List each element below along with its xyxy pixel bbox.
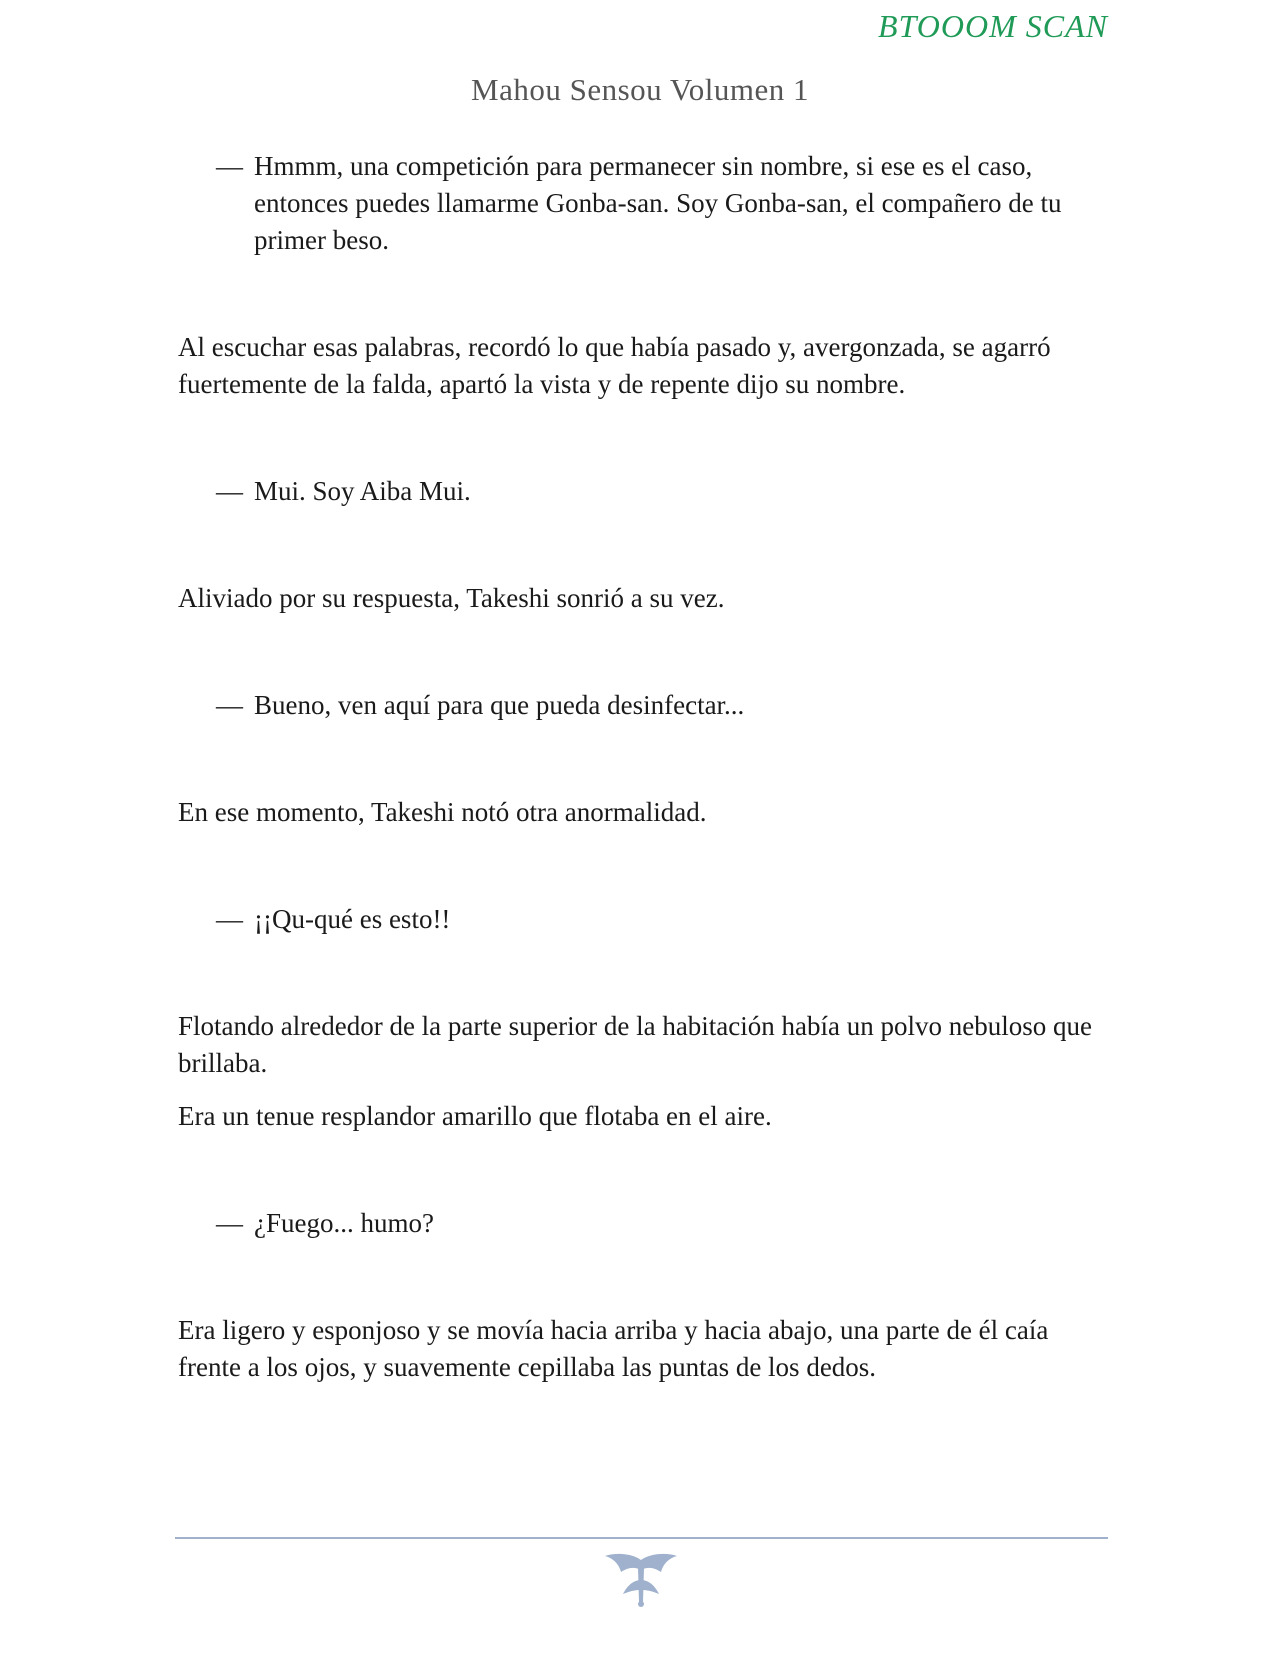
narration-paragraph xyxy=(178,1312,1108,1386)
page-body xyxy=(178,148,1108,1386)
dialogue-paragraph xyxy=(178,901,1108,938)
dialogue-paragraph xyxy=(178,148,1108,259)
narration-paragraph xyxy=(178,1008,1108,1082)
narration-text: Aliviado por su respuesta, Takeshi sonrió a su vez. xyxy=(178,583,725,613)
narration-text: Era ligero y esponjoso y se movía hacia arriba y hacia abajo, una parte de él caía frente a los ojos, y suavemente cepillaba las puntas de los dedos. xyxy=(178,1315,1049,1382)
dialogue-dash: — xyxy=(216,1208,243,1238)
dialogue-text: ¡¡Qu-qué es esto!! xyxy=(254,904,451,934)
narration-paragraph xyxy=(178,794,1108,831)
narration-text: Era un tenue resplandor amarillo que flotaba en el aire. xyxy=(178,1101,772,1131)
dialogue-paragraph xyxy=(178,1205,1108,1242)
dialogue-dash: — xyxy=(216,151,243,181)
narration-text: En ese momento, Takeshi notó otra anormalidad. xyxy=(178,797,707,827)
dialogue-paragraph xyxy=(178,687,1108,724)
footer-rule xyxy=(175,1537,1108,1539)
dialogue-dash: — xyxy=(216,690,243,720)
narration-text: Al escuchar esas palabras, recordó lo que había pasado y, avergonzada, se agarró fuertemente de la falda, apartó la vista y de repente dijo su nombre. xyxy=(178,332,1051,399)
narration-text: Flotando alrededor de la parte superior de la habitación había un polvo nebuloso que brillaba. xyxy=(178,1011,1092,1078)
dialogue-text: Mui. Soy Aiba Mui. xyxy=(254,476,471,506)
scan-group-tag: BTOOOM SCAN xyxy=(878,8,1108,44)
dialogue-text: Hmmm, una competición para permanecer sin nombre, si ese es el caso, entonces puedes llamarme Gonba-san. Soy Gonba-san, el compañero de tu primer beso. xyxy=(254,151,1062,255)
dialogue-text: ¿Fuego... humo? xyxy=(254,1208,434,1238)
dialogue-dash: — xyxy=(216,476,243,506)
dialogue-paragraph xyxy=(178,473,1108,510)
narration-paragraph xyxy=(178,580,1108,617)
dialogue-text: Bueno, ven aquí para que pueda desinfectar... xyxy=(254,690,745,720)
running-title: Mahou Sensou Volumen 1 xyxy=(471,72,809,107)
fleuron-ornament-icon xyxy=(603,1550,679,1608)
narration-paragraph xyxy=(178,1098,1108,1135)
narration-paragraph xyxy=(178,329,1108,403)
dialogue-dash: — xyxy=(216,904,243,934)
